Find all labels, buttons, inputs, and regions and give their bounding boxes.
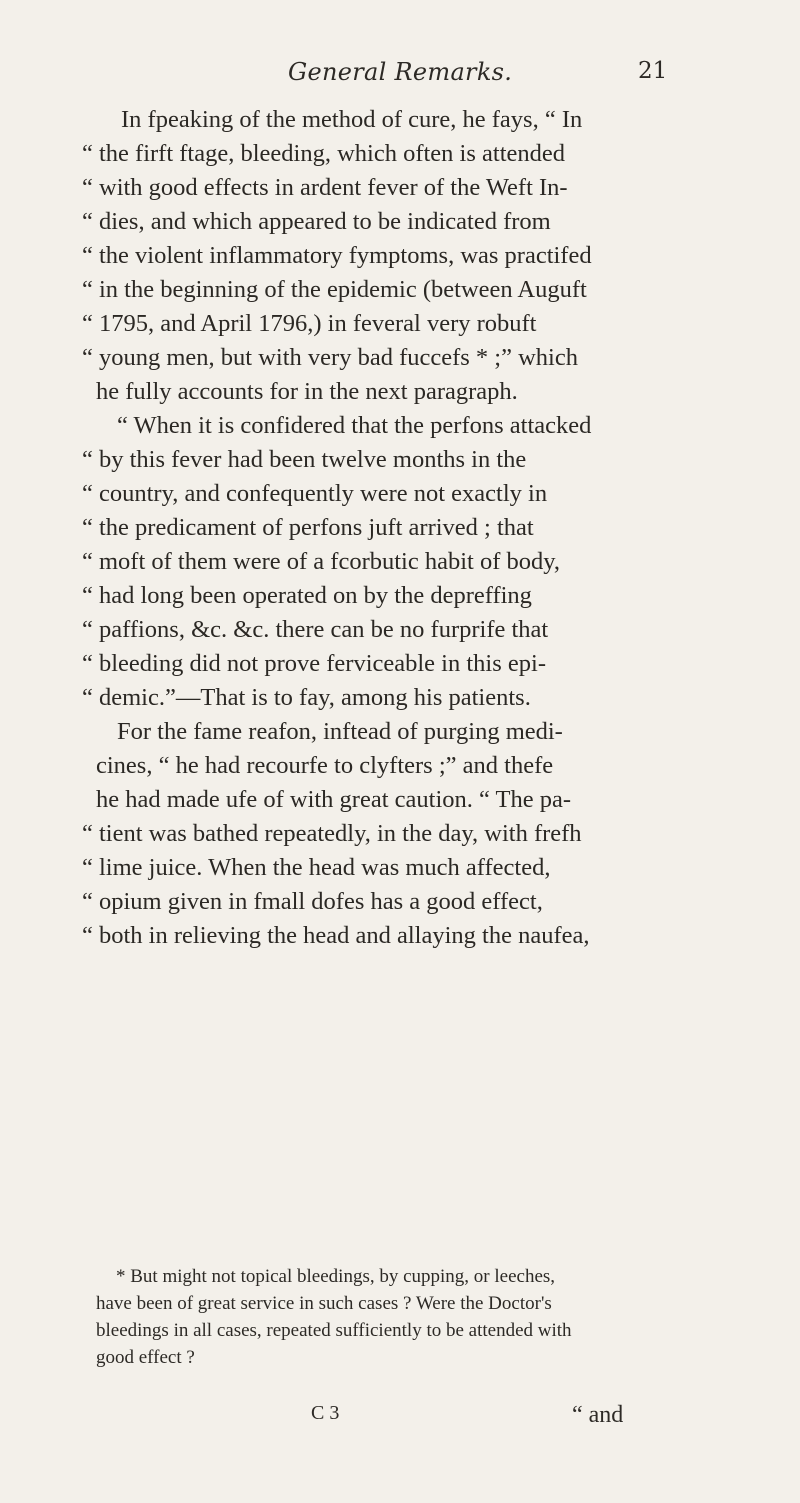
footnote-line: * But might not topical bleedings, by cupping, or leeches, [116,1266,556,1287]
signature-mark: C 3 [311,1402,340,1424]
text-line: For the fame reafon, inftead of purging medi- [117,718,563,745]
text-line: cines, “ he had recourfe to clyfters ;” and thefe [96,752,554,779]
text-line: “ opium given in fmall dofes has a good effect, [82,888,543,915]
text-line: “ bleeding did not prove ferviceable in this epi- [82,650,546,677]
text-line: “ tient was bathed repeatedly, in the day, with frefh [82,820,582,847]
text-line: “ both in relieving the head and allaying the naufea, [82,922,590,949]
text-line: “ the firft ftage, bleeding, which often is attended [82,140,566,167]
catchword: “ and [572,1402,624,1428]
text-line: he had made ufe of with great caution. “ The pa- [96,786,572,813]
page-header [0,58,800,92]
text-line: “ with good effects in ardent fever of the Weft In- [82,174,568,201]
text-line: “ by this fever had been twelve months in the [82,446,527,473]
text-line: “ the predicament of perfons juft arrived ; that [82,514,534,541]
text-line: “ When it is confidered that the perfons attacked [117,412,592,439]
text-line: “ country, and confequently were not exactly in [82,480,548,507]
text-line: “ had long been operated on by the depreffing [82,582,532,609]
text-line: “ young men, but with very bad fuccefs * ;” which [82,344,578,371]
footnote-line: have been of great service in such cases ? Were the Doctor's [96,1293,552,1314]
text-line: “ lime juice. When the head was much affected, [82,854,551,881]
footnote-line: good effect ? [96,1347,195,1368]
text-line: In fpeaking of the method of cure, he fays, “ In [121,106,583,133]
text-line: “ demic.”—That is to fay, among his patients. [82,684,531,711]
page-number: 21 [638,58,668,84]
footnote-line: bleedings in all cases, repeated sufficiently to be attended with [96,1320,572,1341]
text-line: he fully accounts for in the next paragraph. [96,378,518,405]
text-line: “ the violent inflammatory fymptoms, was practifed [82,242,592,269]
text-line: “ 1795, and April 1796,) in feveral very robuft [82,310,537,337]
page-footer [0,1402,800,1432]
running-title: General Remarks. [288,58,513,86]
text-line: “ paffions, &c. &c. there can be no furprife that [82,616,549,643]
text-line: “ moft of them were of a fcorbutic habit of body, [82,548,561,575]
text-line: “ dies, and which appeared to be indicated from [82,208,551,235]
text-line: “ in the beginning of the epidemic (between Auguft [82,276,587,303]
